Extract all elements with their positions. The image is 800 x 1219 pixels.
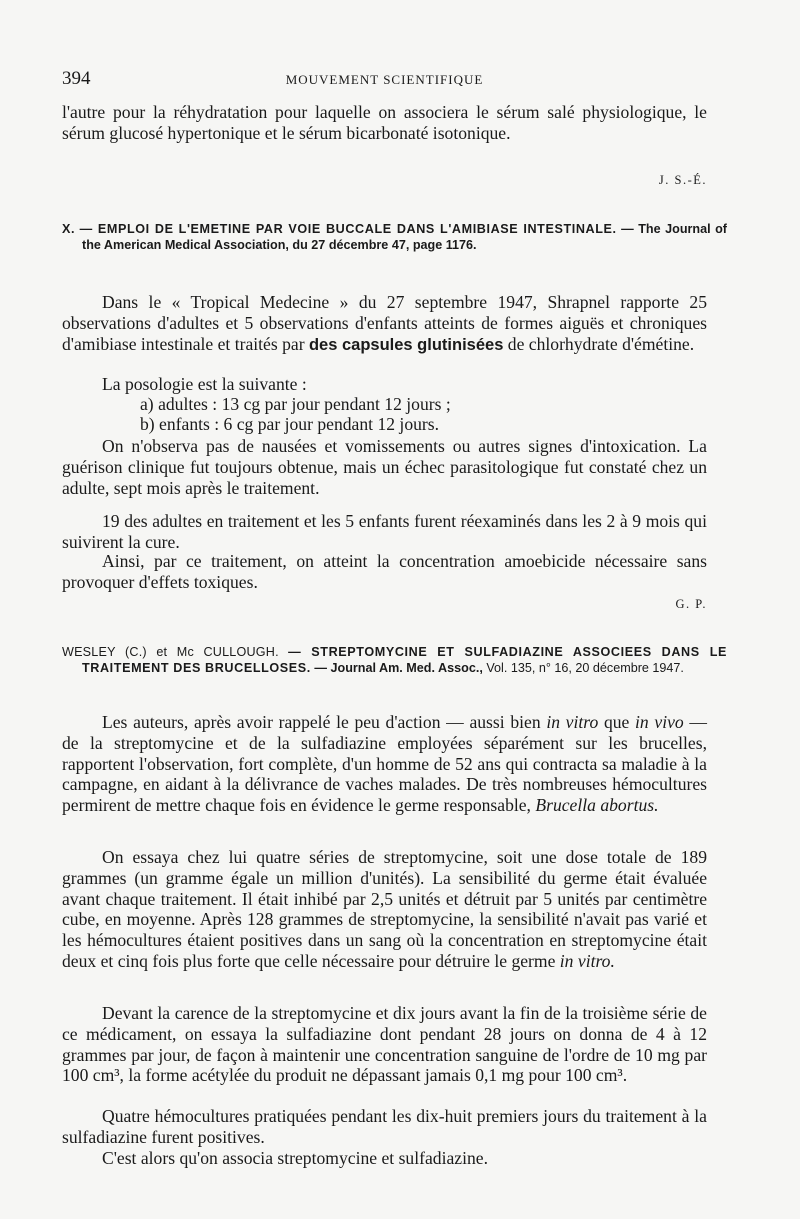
article-x-paragraph-3: On n'observa pas de nausées et vomissements ou autres signes d'intoxication. La guérison clinique fut toujours obtenue, mais un échec parasitologique fut constaté chez un adulte, sept mois après le traitement. xyxy=(62,436,707,498)
article-wesley-paragraph-4: Quatre hémocultures pratiquées pendant les dix-huit premiers jours du traitement à la sulfadiazine furent positives. xyxy=(62,1106,707,1147)
article-x-list-item-a: a) adultes : 13 cg par jour pendant 12 jours ; xyxy=(140,394,451,414)
page-header xyxy=(62,68,707,92)
article-x-p1-emphasis: des capsules glutinisées xyxy=(308,335,504,354)
article-wesley-paragraph-5: C'est alors qu'on associa streptomycine et sulfadiazine. xyxy=(102,1148,488,1168)
article-wesley-title: — STREPTOMYCINE ET SULFADIAZINE ASSOCIEES DANS LE TRAITEMENT DES BRUCELLOSES. xyxy=(82,645,727,675)
article-x-p1-end: de chlorhydrate d'émétine. xyxy=(503,333,695,354)
article-x-paragraph-4: 19 des adultes en traitement et les 5 enfants furent réexaminés dans les 2 à 9 mois qui suivirent la cure. xyxy=(62,511,707,552)
page-number: 394 xyxy=(62,68,91,89)
article-wesley-authors: WESLEY (C.) et Mc CULLOUGH. xyxy=(62,645,279,659)
prev-article-text: l'autre pour la réhydratation pour laquelle on associera le sérum salé physiologique, le sérum glucosé hypertonique et le sérum bicarbonaté isotonique. xyxy=(62,102,707,143)
article-wesley-source: — Journal Am. Med. Assoc., xyxy=(314,660,483,675)
article-x-paragraph-5: Ainsi, par ce traitement, on atteint la concentration amoebicide nécessaire sans provoquer d'effets toxiques. xyxy=(62,551,707,592)
article-wesley-paragraph-1 xyxy=(62,712,707,816)
article-x-paragraph-1 xyxy=(62,292,707,355)
article-wesley-heading xyxy=(62,645,727,676)
article-x-paragraph-2: La posologie est la suivante : xyxy=(102,374,307,394)
article-wesley-paragraph-2 xyxy=(62,847,707,972)
article-x-title: — EMPLOI DE L'EMETINE PAR VOIE BUCCALE DANS L'AMIBIASE INTESTINALE. xyxy=(79,222,617,236)
article-wesley-p1-species: Brucella abortus. xyxy=(535,795,659,816)
prev-article-signature: J. S.-É. xyxy=(658,173,707,187)
article-x-heading xyxy=(62,222,727,253)
article-wesley-source-detail: Vol. 135, n° 16, 20 décembre 1947. xyxy=(482,660,684,675)
article-wesley-p2-in-vitro: in vitro. xyxy=(559,950,615,971)
article-wesley-p1-in-vitro: in vitro xyxy=(546,712,599,732)
article-x-source: — The Journal of the American Medical Association, du 27 décembre 47, page 1176. xyxy=(82,222,727,252)
article-wesley-p1-part-a: Les auteurs, après avoir rappelé le peu d'action — aussi bien xyxy=(102,712,547,732)
article-wesley-p1-in-vivo: in vivo xyxy=(635,712,684,732)
article-wesley-p1-part-b: que xyxy=(598,712,636,732)
article-x-list-item-b: b) enfants : 6 cg par jour pendant 12 jours. xyxy=(140,414,440,434)
article-x-signature: G. P. xyxy=(675,597,707,611)
article-wesley-p1-part-c: — de la streptomycine et de la sulfadiazine employées séparément sur les brucelles, rapportent l'observation, fort complète, d'un homme de 52 ans qui contracta sa maladie à la campagne, en aidant à la délivrance de vaches malades. De très nombreuses hémocultures permirent de mettre chaque fois en évidence le germe responsable, xyxy=(62,712,708,816)
article-wesley-paragraph-3: Devant la carence de la streptomycine et dix jours avant la fin de la troisième série de ce médicament, on essaya la sulfadiazine dont pendant 28 jours on donna de 4 à 12 grammes par jour, de façon à maintenir une concentration sanguine de l'ordre de 10 mg par 100 cm³, la forme acétylée du produit ne dépassant jamais 0,1 mg pour 100 cm³. xyxy=(62,1003,707,1086)
article-wesley-p2-text: On essaya chez lui quatre séries de streptomycine, soit une dose totale de 189 grammes (un gramme égale un million d'unités). La sensibilité du germe était évaluée avant chaque traitement. Il était inhibé par 2,5 unités et détruit par 5 unités par centimètre cube, en moyenne. Après 128 grammes de streptomycine, la sensibilité n'avait pas varié et les hémocultures étaient positives dans un sang où la concentration en streptomycine était deux et cinq fois plus forte que celle nécessaire pour détruire le germe xyxy=(62,847,707,971)
article-x-number: X. xyxy=(62,222,76,236)
article-x-p1-text: Dans le « Tropical Medecine » du 27 septembre 1947, Shrapnel rapporte 25 observations d'adultes et 5 observations d'enfants atteints de formes aiguës et chroniques d'amibiase intestinale et traités par xyxy=(62,292,707,354)
running-title: MOUVEMENT SCIENTIFIQUE xyxy=(285,72,484,87)
